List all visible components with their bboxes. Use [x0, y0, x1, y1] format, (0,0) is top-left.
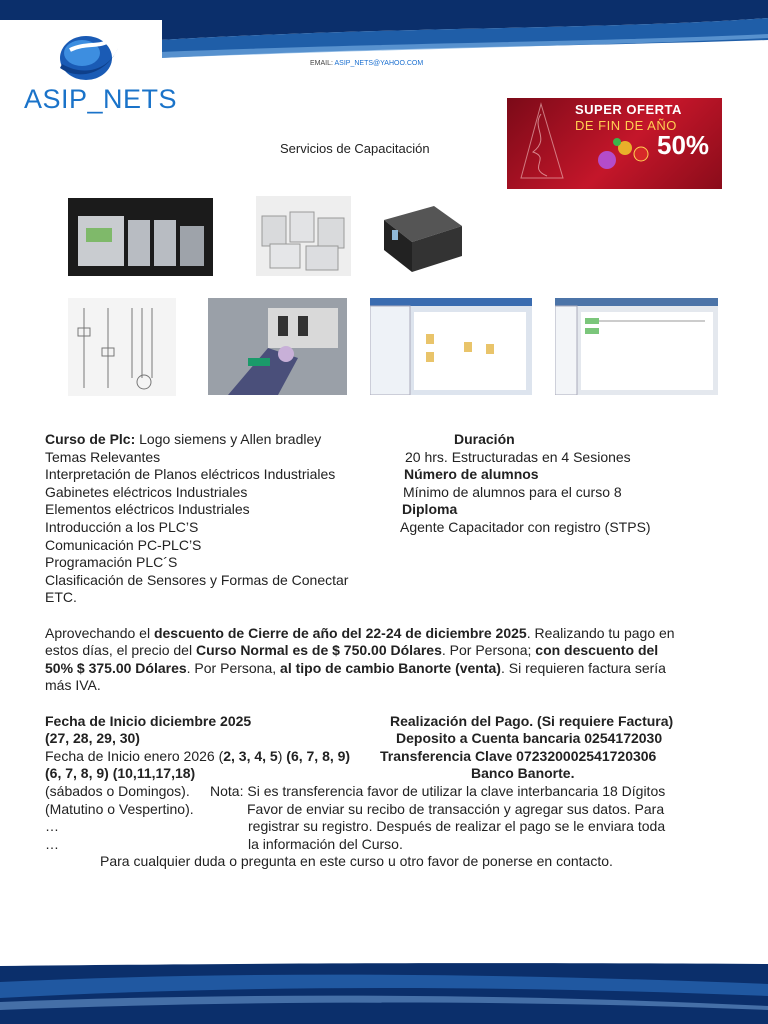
payment-title: Realización del Pago	[390, 712, 530, 729]
offer-exchange-rate: al tipo de cambio Banorte (venta)	[280, 659, 501, 676]
brand-name: ASIP_NETS	[24, 84, 178, 114]
note-line-2: Favor de enviar su recibo de transacción y agregar sus datos. Para	[247, 800, 665, 817]
payment-note: . (Si requiere Factura)	[529, 712, 674, 729]
offer-text: Aprovechando el	[45, 624, 154, 641]
bank-transfer: Transferencia Clave 072320002541720306	[380, 747, 657, 764]
software-screenshot-1	[370, 298, 532, 395]
note-text: Si es transferencia favor de utilizar la clave interbancaria 18 Dígitos	[243, 783, 666, 799]
note-line-4: la información del Curso.	[248, 835, 403, 852]
offer-discount-dates: descuento de Cierre de año del 22-24 de diciembre 2025	[153, 624, 527, 641]
topic-item: Elementos eléctricos Industriales	[45, 501, 250, 518]
promo-discount: 50%	[657, 130, 710, 160]
diploma-value: Agente Capacitador con registro (STPS)	[400, 519, 651, 535]
electrical-diagram-image	[68, 298, 176, 396]
schedule-ellipsis: …	[45, 835, 59, 852]
email-line	[310, 60, 423, 67]
footer-band	[0, 962, 768, 1024]
jan-start-date: Fecha de Inicio enero 2026 (	[45, 747, 224, 764]
promo-subline: DE FIN DE AÑO	[575, 118, 677, 133]
plc-logo-photo	[68, 198, 213, 276]
offer-line-1	[45, 625, 675, 643]
software-screenshot-2	[555, 298, 718, 395]
payment-title-line	[390, 713, 673, 731]
schedule-ellipsis: …	[45, 818, 59, 835]
topic-item: Programación PLC´S	[45, 554, 178, 571]
offer-line-3	[45, 660, 666, 678]
students-value: Mínimo de alumnos para el curso 8	[403, 483, 622, 500]
email-link[interactable]: ASIP_NETS@YAHOO.COM	[334, 60, 424, 67]
schedule-days: (sábados o Domingos).	[45, 783, 190, 799]
offer-text: estos días, el precio del	[45, 642, 196, 659]
offer-text: . Si requieren factura sería	[500, 659, 666, 676]
bank-deposit: Deposito a Cuenta bancaria 0254172030	[396, 730, 663, 747]
students-label: Número de alumnos	[404, 466, 539, 483]
duration-value: 20 hrs. Estructuradas en 4 Sesiones	[405, 448, 631, 465]
note-line-3: registrar su registro. Después de realizar el pago se le enviara toda	[248, 818, 666, 835]
jan-dates: (6, 7, 8, 9)	[282, 747, 351, 764]
offer-line-4: más IVA.	[45, 677, 101, 694]
jan-dates: 2, 3, 4, 5	[223, 747, 278, 764]
promo-headline: SUPER OFERTA	[575, 102, 682, 117]
page-title: Servicios de Capacitación	[280, 141, 430, 156]
email-label: EMAIL:	[310, 60, 333, 67]
allen-bradley-modules-photo	[256, 196, 351, 276]
topic-item: Temas Relevantes	[45, 448, 161, 465]
plc-rack-photo	[378, 198, 464, 274]
duration-label: Duración	[454, 431, 515, 447]
note-label: Nota:	[210, 783, 244, 799]
course-title	[45, 431, 321, 449]
course-name: Logo siemens y Allen bradley	[135, 431, 322, 447]
jan-dates-more: (6, 7, 8, 9) (10,11,17,18)	[45, 765, 196, 782]
diploma-label: Diploma	[402, 501, 458, 518]
offer-line-2	[45, 642, 658, 660]
topic-item: Clasificación de Sensores y Formas de Conectar	[45, 571, 349, 588]
dec-start-date: Fecha de Inicio diciembre 2025	[45, 712, 252, 729]
electrician-panel-photo	[208, 298, 347, 395]
topic-item: ETC.	[45, 589, 77, 606]
promo-banner	[507, 98, 722, 189]
jan-paren: )	[277, 747, 283, 764]
dec-dates: (27, 28, 29, 30)	[45, 730, 140, 747]
topic-item: Interpretación de Planos eléctricos Industriales	[45, 466, 336, 483]
schedule-shift: (Matutino o Vespertino).	[45, 800, 194, 817]
contact-footer: Para cualquier duda o pregunta en este curso u otro favor de ponerse en contacto.	[100, 853, 613, 870]
offer-text: . Por Persona,	[186, 659, 281, 676]
jan-start-line	[45, 748, 350, 766]
topic-item: Comunicación PC-PLC’S	[45, 536, 202, 553]
note-line-1	[210, 783, 665, 801]
topic-item: Introducción a los PLC’S	[45, 519, 199, 535]
offer-text: . Por Persona;	[441, 642, 536, 659]
offer-discount-label: con descuento del	[535, 642, 659, 659]
bank-name: Banco Banorte.	[471, 765, 575, 782]
topic-item: Gabinetes eléctricos Industriales	[45, 483, 248, 500]
offer-discount-price: 50% $ 375.00 Dólares	[45, 659, 187, 676]
course-label: Curso de Plc:	[45, 431, 136, 447]
offer-text: . Realizando tu pago en	[526, 624, 675, 641]
offer-normal-price: Curso Normal es de $ 750.00 Dólares	[195, 642, 442, 659]
